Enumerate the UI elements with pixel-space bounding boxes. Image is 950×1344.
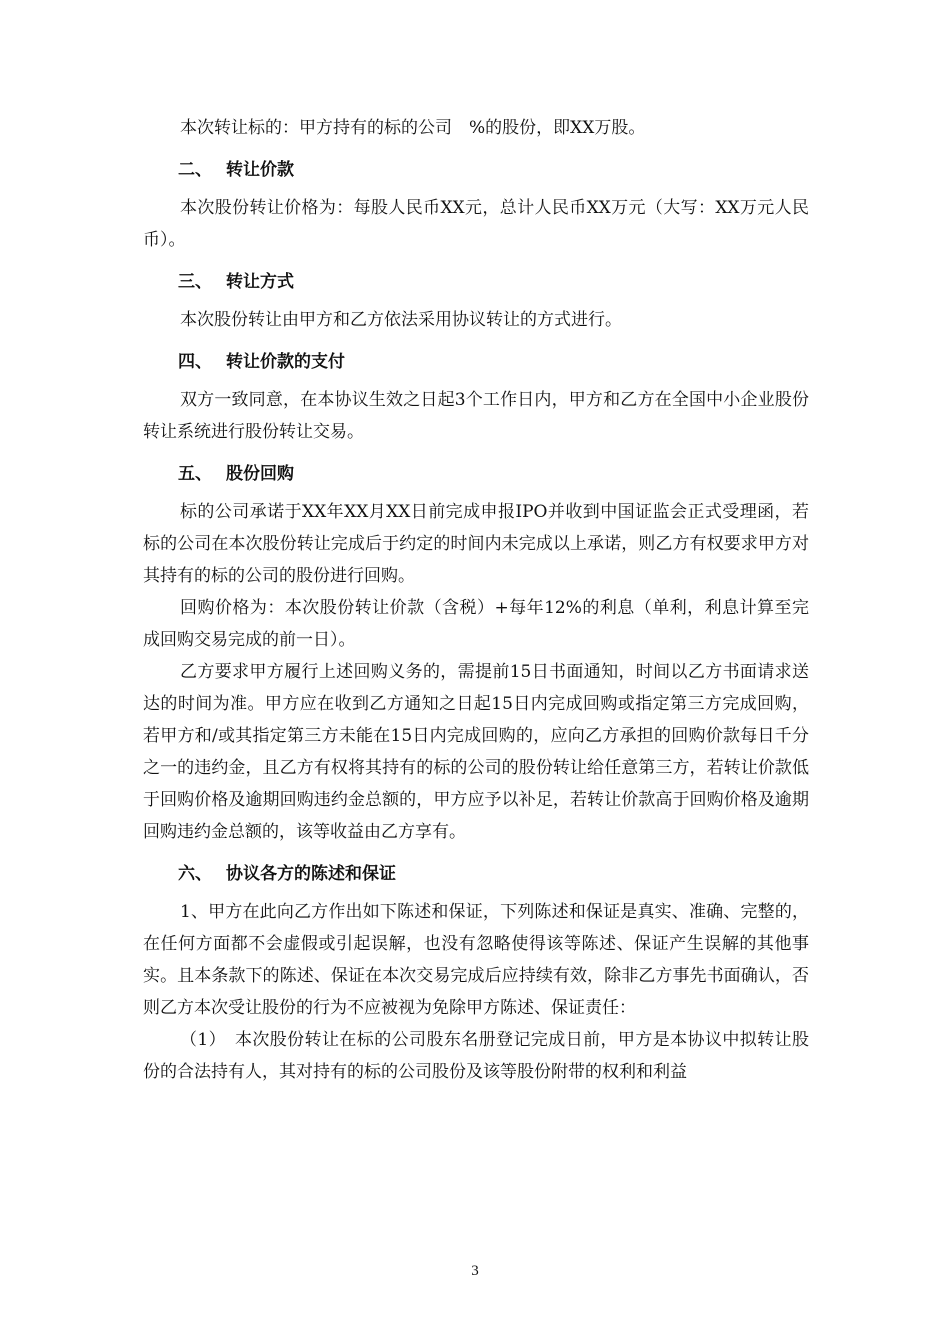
section-heading-5 <box>143 458 809 490</box>
paragraph: 乙方要求甲方履行上述回购义务的，需提前15日书面通知，时间以乙方书面请求送达的时间为准。甲方应在收到乙方通知之日起15日内完成回购或指定第三方完成回购，若甲方和/或其指定第三方未能在15日内完成回购的，应向乙方承担的回购价款每日千分之一的违约金，且乙方有权将其持有的标的公司的股份转让给任意第三方，若转让价款低于回购价格及逾期回购违约金总额的，甲方应予以补足，若转让价款高于回购价格及逾期回购违约金总额的，该等收益由乙方享有。 <box>143 662 809 842</box>
section-title: 转让方式 <box>226 272 294 292</box>
section-number: 二、 <box>178 160 212 180</box>
section-heading-6 <box>143 858 809 890</box>
paragraph: （1） 本次股份转让在标的公司股东名册登记完成日前，甲方是本协议中拟转让股份的合法持有人，其对持有的标的公司股份及该等股份附带的权利和利益 <box>143 1030 809 1082</box>
section-title: 股份回购 <box>226 464 294 484</box>
section-number: 四、 <box>178 352 212 372</box>
page-number: 3 <box>471 1263 479 1279</box>
intro-paragraph: 本次转让标的：甲方持有的标的公司 %的股份，即XX万股。 <box>180 118 646 138</box>
paragraph: 标的公司承诺于XX年XX月XX日前完成申报IPO并收到中国证监会正式受理函，若标的公司在本次股份转让完成后于约定的时间内未完成以上承诺，则乙方有权要求甲方对其持有的标的公司的股份进行回购。 <box>143 502 809 586</box>
section-heading-3 <box>143 266 809 298</box>
section-title: 转让价款的支付 <box>226 352 345 372</box>
section-heading-2 <box>143 154 809 186</box>
document-body <box>143 112 809 1088</box>
section-number: 六、 <box>178 864 212 884</box>
section-title: 转让价款 <box>226 160 294 180</box>
section-heading-4 <box>143 346 809 378</box>
paragraph: 回购价格为：本次股份转让价款（含税）+每年12%的利息（单利，利息计算至完成回购交易完成的前一日）。 <box>143 598 809 650</box>
paragraph: 本次股份转让价格为：每股人民币XX元，总计人民币XX万元（大写：XX万元人民币）。 <box>143 198 809 250</box>
paragraph: 本次股份转让由甲方和乙方依法采用协议转让的方式进行。 <box>180 310 622 330</box>
section-title: 协议各方的陈述和保证 <box>226 864 396 884</box>
section-number: 三、 <box>178 272 212 292</box>
paragraph: 1、甲方在此向乙方作出如下陈述和保证，下列陈述和保证是真实、准确、完整的，在任何方面都不会虚假或引起误解，也没有忽略使得该等陈述、保证产生误解的其他事实。且本条款下的陈述、保证在本次交易完成后应持续有效，除非乙方事先书面确认，否则乙方本次受让股份的行为不应被视为免除甲方陈述、保证责任： <box>143 902 809 1018</box>
paragraph: 双方一致同意，在本协议生效之日起3个工作日内，甲方和乙方在全国中小企业股份转让系统进行股份转让交易。 <box>143 390 809 442</box>
section-number: 五、 <box>178 464 212 484</box>
